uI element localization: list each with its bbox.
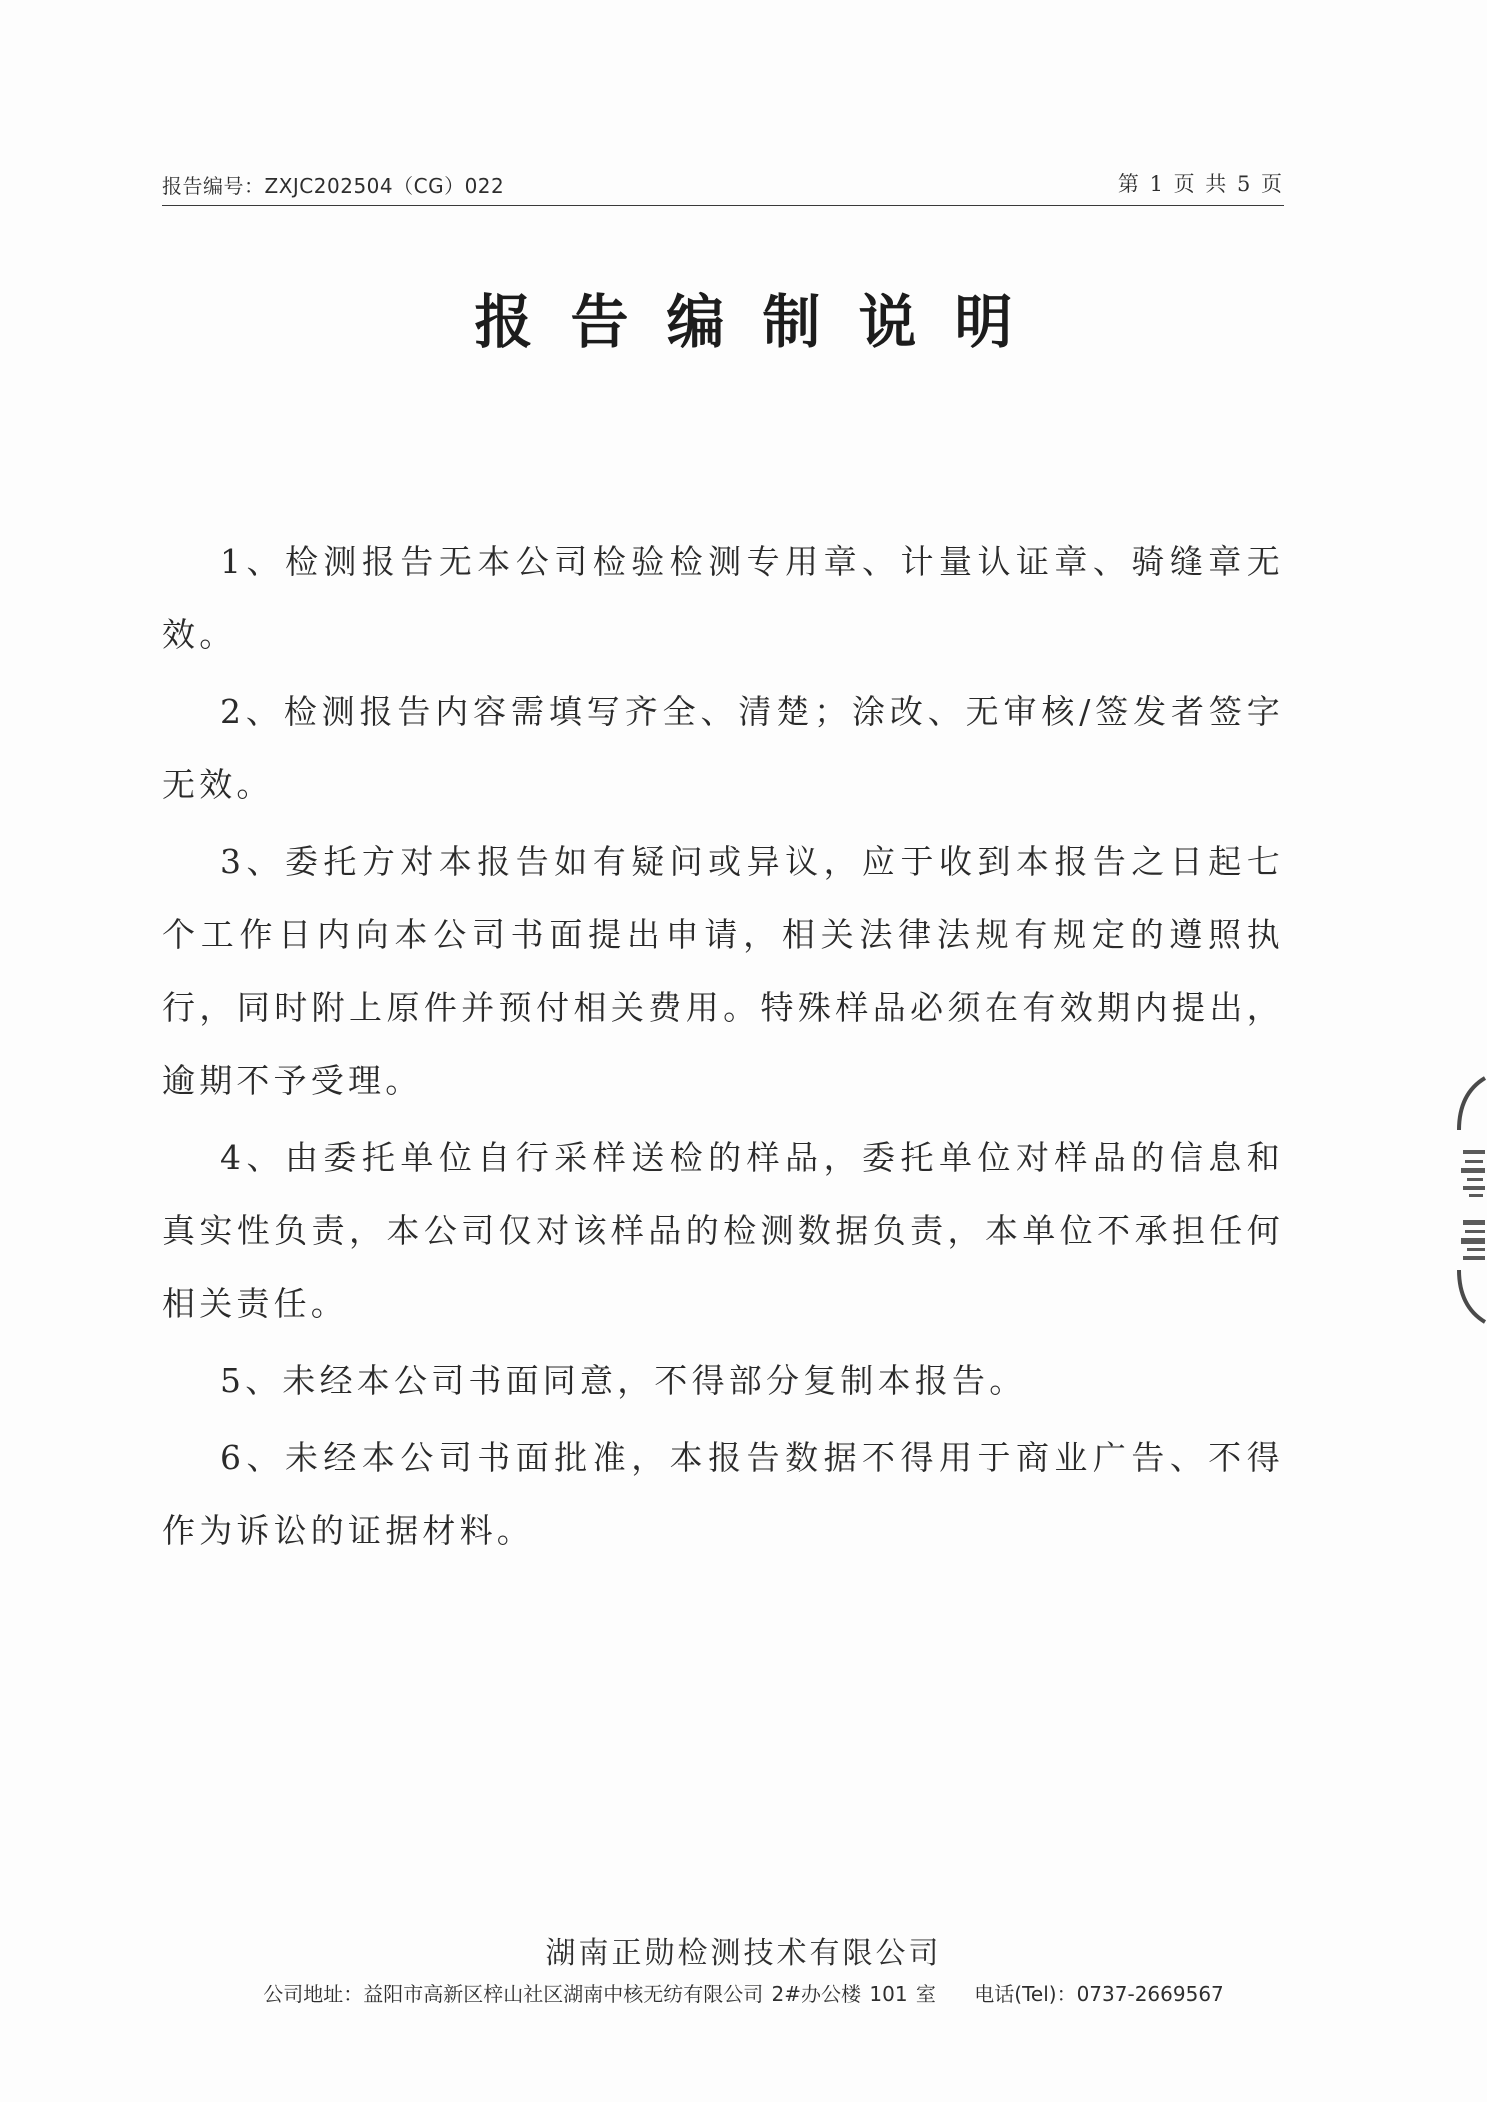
header-divider — [162, 205, 1284, 206]
footer-company-name: 湖南正勋检测技术有限公司 — [545, 1936, 942, 1971]
footer-telephone: 电话(Tel)：0737-2669567 — [974, 1982, 1224, 2006]
report-number: 报告编号：ZXJC202504（CG）022 — [162, 174, 505, 198]
clause-5: 5、未经本公司书面同意，不得部分复制本报告。 — [220, 1361, 1027, 1400]
footer-contact — [0, 1978, 1487, 2007]
page-number: 第 1 页 共 5 页 — [1117, 172, 1284, 196]
seam-stamp-icon — [1445, 1070, 1487, 1330]
clause-4: 4、由委托单位自行采样送检的样品，委托单位对样品的信息和真实性负责，本公司仅对该样品的检测数据负责，本单位不承担任何相关责任。 — [162, 1138, 1284, 1323]
clause-3: 3、委托方对本报告如有疑问或异议，应于收到本报告之日起七个工作日内向本公司书面提出申请，相关法律法规有规定的遵照执行，同时附上原件并预付相关费用。特殊样品必须在有效期内提出，逾期不予受理。 — [162, 842, 1284, 1100]
footer-address: 公司地址：益阳市高新区梓山社区湖南中核无纺有限公司 2#办公楼 101 室 — [263, 1982, 936, 2006]
clause-2: 2、检测报告内容需填写齐全、清楚；涂改、无审核/签发者签字无效。 — [162, 692, 1284, 804]
clause-list — [162, 525, 1284, 1567]
clause-1: 1、检测报告无本公司检验检测专用章、计量认证章、骑缝章无效。 — [162, 542, 1284, 654]
page-title: 报告编制说明 — [474, 288, 1051, 356]
page-header — [162, 166, 1284, 206]
clause-6: 6、未经本公司书面批准，本报告数据不得用于商业广告、不得作为诉讼的证据材料。 — [162, 1438, 1284, 1550]
